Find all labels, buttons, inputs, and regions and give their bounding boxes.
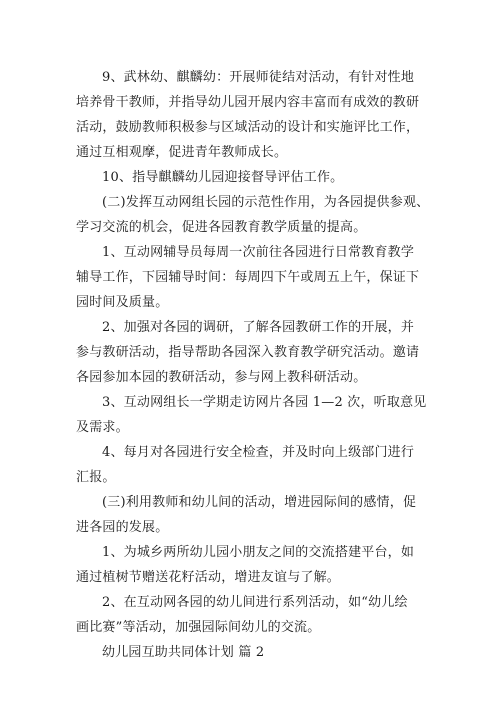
text-line: 3、互动网组长一学期走访网片各园 1—2 次，听取意见 [102,395,427,410]
text-line: 4、每月对各园进行安全检查，并及时向上级部门进行 [102,445,415,460]
text-line: 通过互相观摩，促进青年教师成长。 [76,145,288,160]
text-line: 2、加强对各园的调研，了解各园教研工作的开展，并 [102,320,415,335]
text-line: 学习交流的机会，促进各园教育教学质量的提高。 [76,220,367,235]
text-line: 各园参加本园的教研活动，参与网上教科研活动。 [76,370,367,385]
text-line: 辅导工作，下园辅导时间：每周四下午或周五上午，保证下 [76,270,420,285]
text-line: (二)发挥互动网组长园的示范性作用，为各园提供参观、 [102,195,430,210]
text-line: 参与教研活动，指导帮助各园深入教育教学研究活动。邀请 [76,345,420,360]
text-line: 培养骨干教师，并指导幼儿园开展内容丰富而有成效的教研 [76,95,420,110]
text-line: 汇报。 [76,470,116,485]
text-line: (三)利用教师和幼儿间的活动，增进园际间的感情，促 [102,495,417,510]
text-line: 画比赛”等活动，加强园际间幼儿的交流。 [76,620,321,635]
section-title: 幼儿园互助共同体计划 篇 2 [102,645,265,660]
text-line: 1、互动网辅导员每周一次前往各园进行日常教育教学 [102,245,415,260]
text-line: 通过植树节赠送花籽活动，增进友谊与了解。 [76,570,341,585]
text-line: 进各园的发展。 [76,520,169,535]
text-line: 活动，鼓励教师积极参与区域活动的设计和实施评比工作， [76,120,420,135]
text-line: 园时间及质量。 [76,295,169,310]
text-line: 2、在互动网各园的幼儿间进行系列活动，如“幼儿绘 [102,595,408,610]
text-line: 10、指导麒麟幼儿园迎接督导评估工作。 [102,170,344,185]
text-line: 9、武林幼、麒麟幼：开展师徒结对活动，有针对性地 [102,70,415,85]
text-line: 及需求。 [76,420,129,435]
text-line: 1、为城乡两所幼儿园小朋友之间的交流搭建平台，如 [102,545,415,560]
